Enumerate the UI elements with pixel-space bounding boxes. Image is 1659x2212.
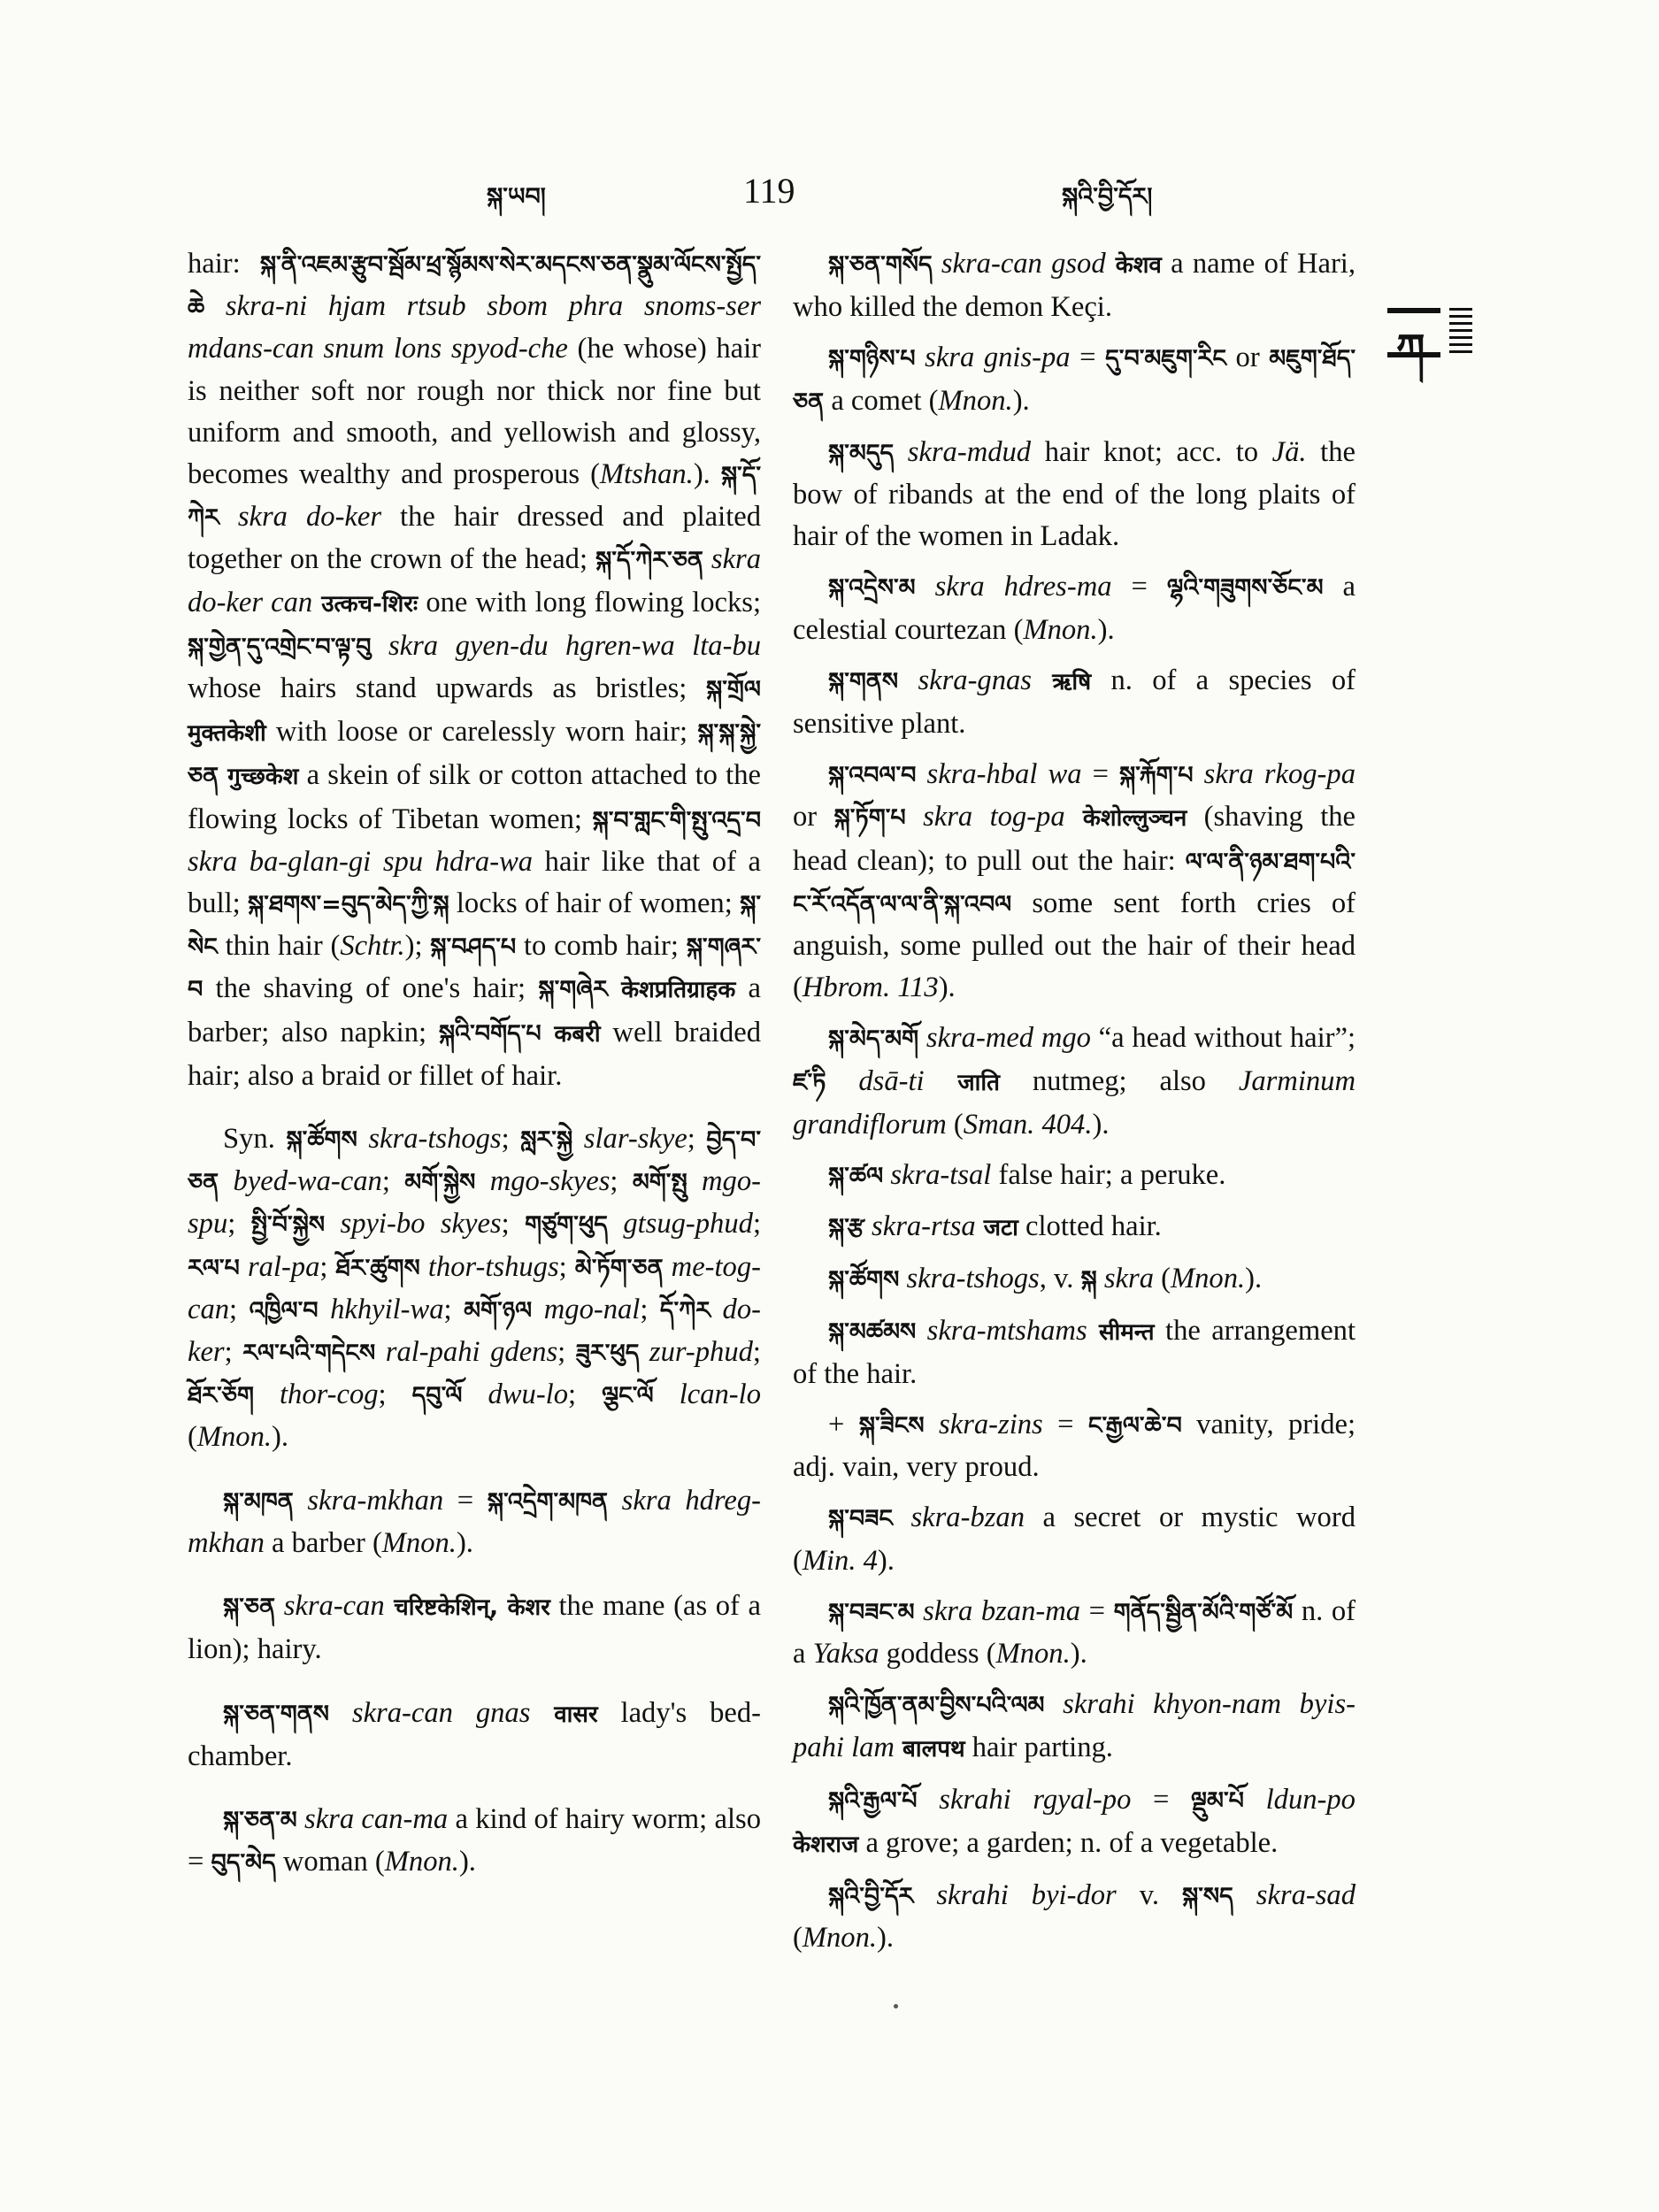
source-ref: Schtr. xyxy=(340,930,405,963)
entry-skrahi-byi-dor xyxy=(793,1875,1356,1959)
tibetan-text: སྐ་དོ་ཀེར xyxy=(188,462,762,533)
transliteration: skra-rtsa xyxy=(864,1210,976,1243)
tibetan-text: ལྷའི་གཟུགས་ཅོང་མ xyxy=(1166,574,1324,603)
separator: ; xyxy=(501,1208,526,1240)
tibetan-text: ང་རྒྱལ་ཆེ་བ xyxy=(1087,1412,1182,1440)
separator: = xyxy=(1042,1409,1088,1441)
source-ref: Mnon. xyxy=(938,384,1013,417)
header-left-guide-word: སྐ་ཡབ། xyxy=(487,183,546,211)
tibetan-headword: སྐ་ཅན་གནས xyxy=(223,1700,329,1728)
tibetan-headword: སྐ་བཟང xyxy=(828,1505,893,1533)
source-ref: Yaksa xyxy=(812,1638,879,1671)
entry-text: the arrangement of the hair. xyxy=(793,1314,1356,1390)
sanskrit-text: सीमन्त xyxy=(1087,1318,1155,1346)
tibetan-headword: སྐའི་བྱི་དོར xyxy=(828,1883,914,1911)
entry-text: the bow of ribands at the end of the long plaits of hair of the women in Ladak. xyxy=(793,435,1356,553)
source-ref: Jä. xyxy=(1271,435,1307,468)
tibetan-text: ཐོར་ཅོག xyxy=(188,1382,254,1410)
entry-skra-zins xyxy=(793,1404,1356,1488)
transliteration: skra-mkhan xyxy=(293,1484,444,1517)
entry-text: a name of Hari, who killed the demon Keçi. xyxy=(793,248,1356,324)
tibetan-headword: སྐ་ཟིངས xyxy=(858,1412,925,1440)
entry-text: ). xyxy=(693,458,721,491)
sanskrit-text: केशव xyxy=(1105,252,1162,279)
tibetan-headword: སྐ་ཚོགས xyxy=(828,1266,900,1294)
transliteration: skra-tshogs xyxy=(357,1123,502,1156)
source-ref: Mnon. xyxy=(381,1526,457,1559)
entry-text: one with long flowing locks; xyxy=(418,586,762,618)
entry-text: v. xyxy=(1116,1879,1183,1912)
transliteration: thor-cog xyxy=(253,1379,379,1411)
tibetan-headword: སྐ་རྩ xyxy=(828,1214,864,1242)
tibetan-text: བྱེད་བ་ཅན xyxy=(188,1126,761,1197)
transliteration: skra gnis-pa xyxy=(915,342,1071,374)
entry-skra-can-gsod xyxy=(793,243,1356,328)
tibetan-text: མགོ་ཉལ xyxy=(464,1296,533,1325)
separator: ). xyxy=(877,1922,895,1955)
entry-text: hair: xyxy=(188,248,260,280)
transliteration: ral-pa xyxy=(239,1250,320,1283)
added-entry-mark: + xyxy=(828,1409,859,1441)
entry-text: locks of hair of women; xyxy=(449,887,741,920)
transliteration: mgo-spu xyxy=(188,1165,761,1240)
separator: ( xyxy=(188,1421,197,1454)
tibetan-text: སྐ་སྐ་སྐྱེ་ཅན xyxy=(188,719,761,791)
transliteration: skra-tshogs xyxy=(899,1263,1040,1295)
tibetan-text: སྐ་སད xyxy=(1182,1883,1233,1911)
entry-text: false hair; a peruke. xyxy=(991,1159,1226,1192)
entry-skra-mtshams xyxy=(793,1310,1356,1395)
source-ref: Mnon. xyxy=(1023,613,1098,646)
entry-text: goddess ( xyxy=(879,1638,996,1671)
entry-skra-med-mgo xyxy=(793,1018,1356,1146)
transliteration: skra bzan-ma xyxy=(914,1594,1081,1627)
entry-skra-can-gnas xyxy=(188,1693,761,1778)
entry-text: hair like that of a bull; xyxy=(188,845,762,920)
tibetan-text: སྐ་བ་གླང་གི་སྤུ་འདྲ་བ xyxy=(592,806,761,834)
transliteration: skra-med mgo xyxy=(918,1022,1091,1055)
tibetan-headword: སྐ་བཟང་མ xyxy=(828,1598,915,1626)
transliteration: lcan-lo xyxy=(653,1379,761,1411)
tibetan-headword: སྐ་ཅན་གསོད xyxy=(828,251,933,279)
sanskrit-text: कबरी xyxy=(541,1020,601,1048)
transliteration: skrahi khyon-nam byis-pahi lam xyxy=(793,1688,1356,1763)
entry-text: woman ( xyxy=(275,1846,385,1878)
separator: ). xyxy=(1092,1108,1110,1141)
transliteration: thor-tshugs xyxy=(419,1250,559,1283)
entry-skrahi-khyon-nam xyxy=(793,1684,1356,1770)
right-column xyxy=(793,243,1356,1969)
entry-text: nutmeg; also xyxy=(999,1064,1239,1097)
separator: ; xyxy=(752,1336,761,1369)
source-ref: Mnon. xyxy=(802,1922,878,1955)
tibetan-text: སྐ་གཞེར xyxy=(538,976,608,1004)
separator: ). xyxy=(272,1421,289,1454)
source-ref: Mnon. xyxy=(1170,1263,1246,1295)
sanskrit-text: वासर xyxy=(530,1701,598,1728)
transliteration: skra do-ker xyxy=(219,501,382,534)
transliteration: mgo-nal xyxy=(532,1293,641,1325)
entry-text: whose hairs stand upwards as bristles; xyxy=(188,672,707,705)
separator: ). xyxy=(938,972,956,1004)
entry-text: ); xyxy=(404,930,431,963)
transliteration: mgo-skyes xyxy=(475,1165,611,1198)
transliteration: skra-can gnas xyxy=(329,1696,531,1729)
separator: ; xyxy=(443,1293,465,1325)
entry-text: the mane (as of a lion); hairy. xyxy=(188,1590,762,1666)
tibetan-text: སླར་སྐྱེ xyxy=(520,1126,573,1155)
transliteration: skra-sad xyxy=(1233,1879,1356,1912)
species-name: Jarminum grandiflorum xyxy=(793,1064,1356,1141)
transliteration: skra-zins xyxy=(924,1409,1043,1441)
entry-skrahi-rgyal-po xyxy=(793,1779,1356,1866)
transliteration: skra-hbal wa xyxy=(916,758,1082,791)
page-number: 119 xyxy=(743,171,795,211)
left-column xyxy=(188,243,761,1893)
separator: ( xyxy=(946,1108,964,1141)
tibetan-headword: སྐ་མཚམས xyxy=(828,1317,917,1346)
sanskrit-text: ऋषि xyxy=(1031,668,1092,695)
sanskrit-text: उत्कच-शिरः xyxy=(312,590,419,618)
separator: ; xyxy=(640,1293,660,1325)
tibetan-text: གནོད་སྦྱིན་མོའི་གཙོ་མོ xyxy=(1113,1598,1294,1626)
tibetan-text: བུད་མེད xyxy=(211,1849,276,1878)
entry-skra-can xyxy=(188,1586,761,1671)
entry-text: a comet ( xyxy=(824,384,939,417)
transliteration: do-ker xyxy=(188,1293,761,1369)
entry-text: vanity, pride; adj. vain, very proud. xyxy=(793,1409,1356,1484)
separator: ; xyxy=(752,1208,761,1240)
entry-text: a grove; a garden; n. of a vegetable. xyxy=(858,1826,1279,1859)
entry-skra-gnis-pa xyxy=(793,337,1356,422)
print-speck xyxy=(894,2004,898,2008)
tibetan-text: དབུ་ལོ xyxy=(411,1382,463,1410)
transliteration: skra-tsal xyxy=(883,1159,992,1192)
separator: ). xyxy=(458,1846,476,1878)
transliteration: skra hdreg-mkhan xyxy=(188,1484,761,1559)
tibetan-text: སྐ་ནི་འཇམ་རྩུབ་སྦོམ་ཕྲ་སྙོམས་སེར་མདངས་ཅན་སྣུམ་ལོངས་སྤྱོད་ཆེ xyxy=(188,251,761,322)
tibetan-text: ཐོར་ཚུགས xyxy=(335,1254,420,1282)
tibetan-text: སྐ་ཐགས་=བུད་མེད་ཀྱི་སྐ xyxy=(248,891,449,919)
transliteration: ldun-po xyxy=(1243,1783,1356,1816)
entry-skra-tshogs xyxy=(793,1258,1356,1301)
tibetan-headword: སྐ་མདུད xyxy=(828,439,895,467)
syn-label: Syn. xyxy=(223,1123,287,1156)
tibetan-text: སྐ xyxy=(1080,1266,1097,1294)
tibetan-headword: སྐ་མེད་མགོ xyxy=(828,1025,919,1054)
entry-text: or xyxy=(793,801,834,833)
entry-text: hair parting. xyxy=(964,1731,1113,1763)
tibetan-text: འཁྱིལ་བ xyxy=(249,1296,319,1325)
entry-skra-mkhan xyxy=(188,1480,761,1564)
transliteration: slar-skye xyxy=(572,1123,687,1156)
tibetan-text: མེ་ཏོག་ཅན xyxy=(574,1254,664,1282)
separator: ; xyxy=(319,1250,336,1283)
transliteration: skra-bzan xyxy=(892,1502,1025,1534)
entry-text: lady's bed-chamber. xyxy=(188,1696,761,1772)
entry-text: with loose or carelessly worn hair; xyxy=(265,716,698,749)
tibetan-text: རལ་པ xyxy=(188,1254,240,1282)
entry-skra-bzan xyxy=(793,1497,1356,1581)
header-right-guide-word: སྐའི་བྱི་དོར། xyxy=(1062,183,1153,211)
tibetan-text: སྤྱི་བོ་སྐྱེས xyxy=(250,1211,326,1240)
sanskrit-text: गुच्छकेश xyxy=(219,764,299,791)
entry-skra-mdud xyxy=(793,432,1356,558)
sanskrit-text: बालपथ xyxy=(894,1735,965,1763)
entry-text: a kind of hairy worm; also = xyxy=(188,1802,761,1878)
source-ref: Mnon. xyxy=(384,1846,459,1878)
entry-text: a barber; also napkin; xyxy=(188,972,761,1048)
tibetan-text: སྐ་ཏོག་པ xyxy=(833,804,906,833)
entry-skra-bzan-ma xyxy=(793,1591,1356,1675)
entry-skra-hdres-ma xyxy=(793,566,1356,650)
tibetan-text: སྐ་དོ་ཀེར་ཅན xyxy=(595,547,703,575)
transliteration: skra gyen-du hgren-wa lta-bu xyxy=(371,629,761,662)
source-ref: Hbrom. 113 xyxy=(802,972,939,1004)
separator: ; xyxy=(610,1165,633,1198)
tibetan-headword: སྐ་ཅན xyxy=(223,1594,276,1622)
separator: = xyxy=(1111,571,1167,603)
tibetan-text: ཟུར་ཕུད xyxy=(575,1340,640,1368)
separator: ; xyxy=(378,1379,412,1411)
transliteration: hkhyil-wa xyxy=(318,1293,444,1325)
tibetan-text: སྐ་ཚོགས xyxy=(286,1126,357,1155)
transliteration: skra-mdud xyxy=(894,435,1032,468)
transliteration: byed-wa-can xyxy=(219,1165,382,1198)
entry-text: a secret or mystic word ( xyxy=(793,1502,1356,1577)
separator: ). xyxy=(456,1526,473,1559)
separator: ; xyxy=(568,1379,603,1411)
page-header xyxy=(177,170,1425,223)
sanskrit-text: केशराज xyxy=(793,1831,859,1858)
tibetan-headword: སྐ་མཁན xyxy=(223,1487,294,1516)
transliteration: skra-mtshams xyxy=(916,1314,1087,1347)
entry-text: (shaving the head clean); to pull out the hair: xyxy=(793,801,1356,877)
transliteration: skra can-ma xyxy=(296,1802,449,1835)
sanskrit-text: जटा xyxy=(975,1215,1018,1242)
tibetan-text: ཛ་ཏི xyxy=(793,1068,826,1096)
synonyms-paragraph xyxy=(188,1118,761,1459)
separator: ; xyxy=(557,1336,576,1369)
entry-skra-tsal xyxy=(793,1155,1356,1197)
separator: = xyxy=(1070,342,1106,374)
tibetan-headword: སྐ་གཉིས་པ xyxy=(828,345,916,373)
entry-text: a barber ( xyxy=(264,1526,382,1559)
tibetan-headword: སྐ་འདྲེས་མ xyxy=(828,574,916,603)
thumb-index-letter: ཀ xyxy=(1396,325,1425,373)
transliteration: spyi-bo skyes xyxy=(325,1208,502,1240)
tibetan-headword: སྐའི་རྒྱལ་པོ xyxy=(828,1786,918,1815)
transliteration: skra tog-pa xyxy=(905,801,1065,833)
entry-text: n. of a species of sensitive plant. xyxy=(793,664,1356,741)
source-ref: Mtshan. xyxy=(599,458,694,491)
entry-text: hair knot; acc. to xyxy=(1031,435,1272,468)
transliteration: skra hdres-ma xyxy=(915,571,1112,603)
entry-skra-can-ma xyxy=(188,1799,761,1884)
separator: ; xyxy=(687,1123,707,1156)
transliteration: skra-can gsod xyxy=(932,248,1106,280)
sanskrit-text: मुक्तकेशी xyxy=(188,720,266,748)
tibetan-headword: སྐ་ཚལ xyxy=(828,1163,884,1191)
transliteration: skrahi byi-dor xyxy=(913,1879,1117,1912)
entry-text: to comb hair; xyxy=(516,930,687,963)
sanskrit-text: जाति xyxy=(924,1069,1000,1096)
separator: = xyxy=(443,1484,488,1517)
entry-skra-gnas xyxy=(793,660,1356,745)
transliteration: skra-ni hjam rtsub sbom phra snoms-ser mdans-can snum lons spyod-che xyxy=(188,290,761,365)
source-ref: Min. 4 xyxy=(802,1544,878,1577)
entry-text: “a head without hair”; xyxy=(1090,1022,1356,1055)
tibetan-text: སྐ་གྱེན་དུ་འགྲེང་བ་ལྟ་བུ xyxy=(188,633,372,661)
entry-text: (he whose) hair is neither soft nor rough nor thick nor fine but uniform and smooth, and yellowish and glossy, becomes wealthy and prosperous ( xyxy=(188,333,761,491)
entry-text: the hair dressed and plaited together on the crown of the head; xyxy=(188,501,761,576)
separator: ; xyxy=(224,1336,243,1369)
tibetan-headword: སྐ་གནས xyxy=(828,667,899,695)
entry-skra-rtsa xyxy=(793,1206,1356,1249)
tibetan-headword: སྐ་འབལ་བ xyxy=(828,762,917,790)
separator: ; xyxy=(558,1250,575,1283)
transliteration: skra-gnas xyxy=(898,664,1032,696)
separator: = xyxy=(1081,758,1120,791)
tibetan-headword: སྐའི་ཁྱོན་ནམ་བྱིས་པའི་ལམ xyxy=(828,1692,1045,1720)
tibetan-text: དུ་བ་མཇུག་རིང xyxy=(1105,345,1226,373)
entry-text: a skein of silk or cotton attached to the flowing locks of Tibetan women; xyxy=(188,759,761,835)
tibetan-headword: སྐ་ཅན་མ xyxy=(223,1806,297,1834)
transliteration: gtsug-phud xyxy=(607,1208,753,1240)
separator: = xyxy=(1131,1783,1192,1816)
separator: ). xyxy=(1097,613,1115,646)
separator: ; xyxy=(227,1208,251,1240)
tibetan-text: སྐ་གྲོལ xyxy=(706,676,761,704)
sanskrit-text: चरिष्टकेशिन्, केशर xyxy=(384,1594,550,1622)
entry-text: some sent forth cries of anguish, some pulled out the hair of their head ( xyxy=(793,887,1356,1004)
separator: ). xyxy=(1070,1638,1087,1671)
transliteration: zur-phud xyxy=(639,1336,753,1369)
tibetan-text: མགོ་སྐྱེས xyxy=(404,1169,476,1197)
sanskrit-text: केशोल्लुञ्चन xyxy=(1064,805,1187,833)
transliteration: dwu-lo xyxy=(462,1379,569,1411)
transliteration: skra rkog-pa xyxy=(1193,758,1356,791)
entry-text: a celestial courtezan ( xyxy=(793,571,1356,646)
transliteration: ral-pahi gdens xyxy=(375,1336,558,1369)
source-ref: Sman. 404. xyxy=(963,1108,1093,1141)
entry-skra-hbal-wa xyxy=(793,754,1356,1009)
entry-text: or xyxy=(1225,342,1270,374)
source-ref: Mnon. xyxy=(196,1421,273,1454)
entry-text: thin hair ( xyxy=(217,930,341,963)
tibetan-text: སྐ་འདྲེག་མཁན xyxy=(487,1487,609,1516)
transliteration: skra xyxy=(1096,1263,1154,1295)
tibetan-text: སྐའི་བགོད་པ xyxy=(438,1019,541,1048)
transliteration: skrahi rgyal-po xyxy=(917,1783,1132,1816)
tibetan-text: གཙུག་ཕུད xyxy=(525,1211,608,1240)
entry-text: , v. xyxy=(1039,1263,1081,1295)
tibetan-text: ལ་ལ་ནི་ཉམ་ཐག་པའི་ང་རོ་འདོན་ལ་ལ་ནི་སྐ་འབལ xyxy=(793,848,1356,918)
transliteration: skra-can xyxy=(275,1590,385,1623)
tibetan-text: སྐ་བཤད་པ xyxy=(430,933,517,962)
separator: ; xyxy=(229,1293,250,1325)
separator: ( xyxy=(1153,1263,1171,1295)
entry-hair xyxy=(188,243,761,1097)
transliteration: me-tog-can xyxy=(188,1250,761,1325)
tibetan-text: མཇུག་ཐོད་ཅན xyxy=(793,345,1356,416)
entry-text: n. of a xyxy=(793,1594,1356,1671)
entry-text: well braided hair; also a braid or fillet of hair. xyxy=(188,1016,761,1092)
separator: ; xyxy=(381,1165,405,1198)
entry-text: clotted hair. xyxy=(1018,1210,1162,1243)
separator: ). xyxy=(1245,1263,1263,1295)
tibetan-text: སྐ་སེང xyxy=(188,891,761,962)
tibetan-text: རལ་པའི་གདེངས xyxy=(242,1340,376,1368)
separator: ; xyxy=(501,1123,521,1156)
separator: = xyxy=(1080,1594,1114,1627)
tibetan-text: ལྡུམ་པོ xyxy=(1191,1786,1244,1815)
transliteration: skra do-ker can xyxy=(188,543,762,618)
letter-thumb-index xyxy=(1387,308,1467,373)
tibetan-text: དོ་ཀེར xyxy=(659,1296,711,1325)
tibetan-text: ལྕང་ལོ xyxy=(602,1382,654,1410)
tibetan-text: སྐ་རྐོག་པ xyxy=(1119,762,1194,790)
separator: ). xyxy=(1012,384,1030,417)
sanskrit-text: केशप्रतिग्राहक xyxy=(607,977,736,1004)
transliteration: dsā-ti xyxy=(826,1064,925,1097)
separator: ( xyxy=(793,1922,803,1955)
source-ref: Mnon. xyxy=(995,1638,1071,1671)
entry-text: the shaving of one's hair; xyxy=(203,972,539,1005)
transliteration: skra ba-glan-gi spu hdra-wa xyxy=(188,845,534,878)
tibetan-text: སྐ་གཞར་བ xyxy=(188,933,761,1004)
separator: ). xyxy=(877,1544,895,1577)
tibetan-text: མགོ་སྤུ xyxy=(632,1169,687,1197)
